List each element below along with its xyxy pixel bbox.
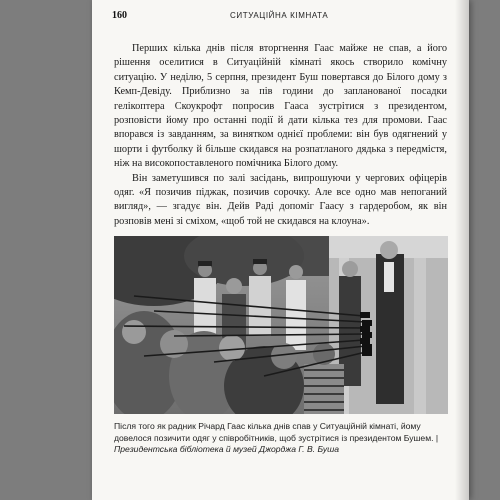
photo-caption: [114, 421, 448, 456]
caption-separator: |: [435, 432, 439, 443]
caption-text: Після того як радник Річард Гаас кілька днів спав у Ситуаційній кімнаті, йому довелося позичити одяг у співробітників, щоб зустрітися із президентом Бушем.: [114, 421, 434, 443]
book-page: [92, 0, 469, 500]
running-title: СИТУАЦІЙНА КІМНАТА: [230, 11, 329, 20]
page-gutter-shadow: [455, 0, 469, 500]
press-conference-illustration: [114, 236, 448, 414]
photo-credit: Президентська бібліотека й музей Джорджа Г. В. Буша: [114, 444, 340, 455]
press-conference-photo: [114, 236, 448, 414]
body-text: [114, 42, 447, 229]
paragraph: Перших кілька днів після вторгнення Гаас майже не спав, а його рішення оселитися в Ситуаційній кімнаті якось створило комічну ситуацію. У неділю, 5 серпня, президент Буш повертався до Білого дому з Кемп-Девіду. Приблизно за пів години до запланованої посадки гелікоптера Скоукрофт попросив Гааса зустрітися з президентом, розповісти йому про останні події й дати кілька тез для промови. Гаас впорався із завданням, за винятком однієї проблеми: він був одягнений у шорти і футболку й більше скидався на розпатланого дядька з передмістя, ніж на високопоставленого помічника Білого дому.: [114, 43, 447, 170]
page-number: 160: [112, 10, 127, 21]
page-header: [112, 10, 449, 24]
paragraph: Він заметушився по залі засідань, випрошуючи у чергових офіцерів одяг. «Я позичив піджак, позичив сорочку. Але все одно мав непоганий вигляд», — згадує він. Дейв Раді допоміг Гаасу з гардеробом, як він розповів мені зі сміхом, «щоб той не скидався на клоуна».: [114, 172, 447, 227]
